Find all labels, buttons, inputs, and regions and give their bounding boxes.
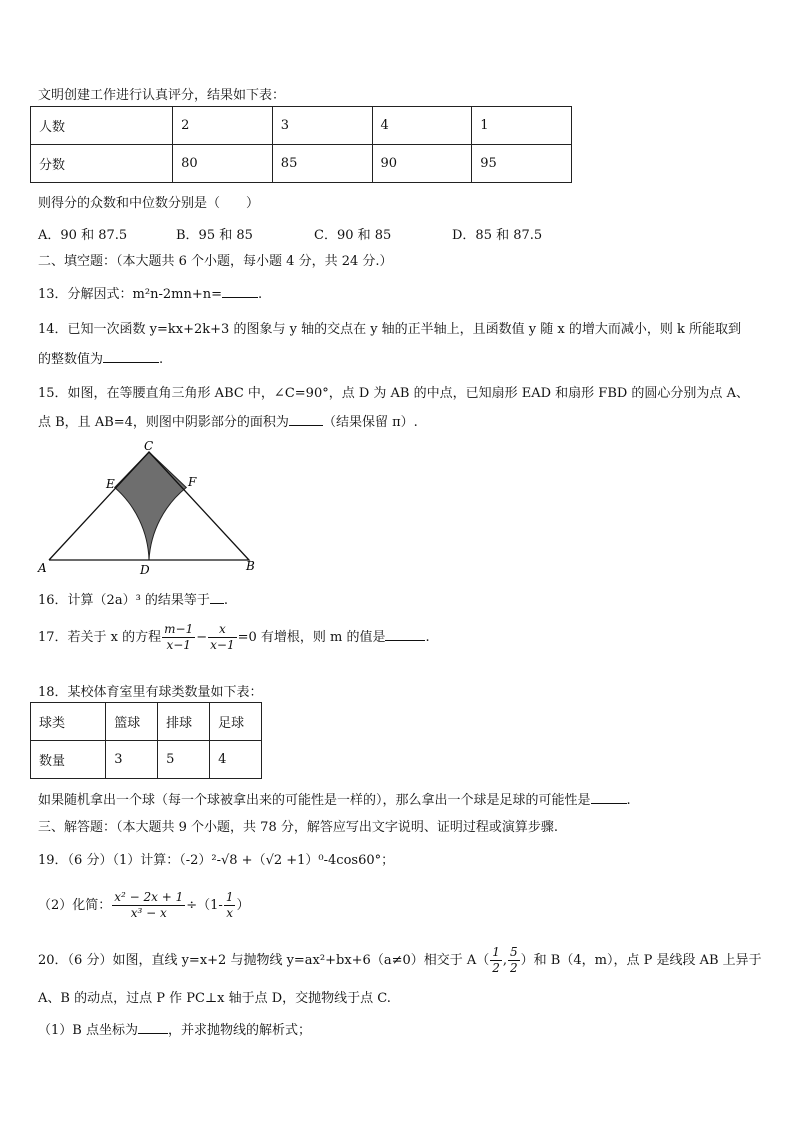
- table-cell: 排球: [158, 703, 210, 741]
- q16-text: 16．计算（2a）³ 的结果等于: [38, 593, 210, 608]
- q19-close: ）: [236, 898, 250, 913]
- table-cell: 1: [472, 107, 572, 145]
- answer-blank: [385, 628, 425, 641]
- q12-intro: 文明创建工作进行认真评分，结果如下表：: [38, 88, 286, 103]
- q12-question: 则得分的众数和中位数分别是（ ）: [38, 196, 260, 211]
- fraction-numerator: 1: [225, 890, 234, 904]
- table-cell: 3: [106, 741, 158, 779]
- q17-post: =0 有增根，则 m 的值是: [237, 630, 386, 645]
- label-d: D: [140, 563, 150, 577]
- table-cell: 4: [210, 741, 262, 779]
- q18-ball-table: [30, 702, 262, 779]
- q19-part2-pre: （2）化简：: [38, 898, 112, 913]
- fraction-denominator: x−1: [210, 638, 235, 652]
- q14-line2-text: 的整数值为: [38, 352, 104, 367]
- fraction-denominator: x−1: [166, 638, 191, 652]
- q19-div: ÷（1-: [186, 898, 223, 913]
- answer-blank: [103, 350, 159, 363]
- q20-sub1: [38, 1019, 311, 1038]
- table-cell: 球类: [31, 703, 106, 741]
- answer-blank: [138, 1021, 168, 1034]
- q15-triangle-figure: [30, 438, 270, 578]
- q12-option-c: C．90 和 85: [314, 228, 392, 243]
- fraction-numerator: x² − 2x + 1: [114, 890, 184, 904]
- table-cell: 95: [472, 145, 572, 183]
- q20-comma: ,: [502, 953, 508, 968]
- q13-tail: .: [257, 287, 263, 302]
- q15-line1: 15．如图，在等腰直角三角形 ABC 中，∠C=90°，点 D 为 AB 的中点，已知扇形 EAD 和扇形 FBD 的圆心分别为点 A、: [38, 386, 749, 401]
- fraction-numerator: m−1: [164, 622, 194, 636]
- q17-fraction-2: [208, 622, 236, 653]
- table-cell: 人数: [31, 107, 173, 145]
- q17-fraction-1: [162, 622, 195, 653]
- q20-pre: 20．（6 分）如图，直线 y=x+2 与抛物线 y=ax²+bx+6（a≠0）相交于 A（: [38, 953, 490, 968]
- table-cell: 85: [272, 145, 372, 183]
- q20-line2: A、B 的动点，过点 P 作 PC⊥x 轴于点 D，交抛物线于点 C.: [38, 991, 391, 1006]
- table-cell: 2: [173, 107, 273, 145]
- fraction-denominator: x³ − x: [130, 906, 167, 920]
- q17-tail: .: [425, 630, 430, 645]
- q15-tail: （结果保留 π）.: [322, 415, 418, 430]
- q12-option-d: D．85 和 87.5: [452, 228, 543, 243]
- table-cell: 80: [173, 145, 273, 183]
- q14-line2: [38, 348, 163, 367]
- answer-blank: [210, 591, 224, 604]
- table-cell: 数量: [31, 741, 106, 779]
- label-a: A: [38, 561, 47, 575]
- q17: [38, 622, 430, 653]
- q13: [38, 283, 262, 302]
- fraction-numerator: 1: [492, 945, 500, 959]
- q12-score-table: [30, 106, 572, 183]
- answer-blank: [289, 413, 323, 426]
- q20-sub1-post: ，并求抛物线的解析式；: [167, 1023, 311, 1038]
- q16-tail: .: [223, 593, 229, 608]
- table-cell: 90: [372, 145, 472, 183]
- table-cell: 3: [272, 107, 372, 145]
- table-cell: 5: [158, 741, 210, 779]
- label-b: B: [246, 559, 255, 573]
- q19-fraction-2: [224, 890, 236, 921]
- q19-part1: 19．（6 分）（1）计算：（-2）²-√8 +（√2 +1）⁰-4cos60°；: [38, 853, 395, 868]
- fraction-denominator: x: [226, 906, 234, 920]
- q18-question: [38, 789, 631, 808]
- fraction-denominator: 2: [492, 961, 500, 975]
- q20-fraction-b: [508, 945, 520, 976]
- q12-option-b: B．95 和 85: [176, 228, 253, 243]
- table-cell: 足球: [210, 703, 262, 741]
- label-c: C: [144, 439, 154, 453]
- q20-fraction-a: [490, 945, 502, 976]
- q18-tail: .: [626, 793, 631, 808]
- section-2-heading: 二、填空题：（本大题共 6 个小题，每小题 4 分，共 24 分.）: [38, 254, 393, 269]
- q15-line2: [38, 411, 418, 430]
- fraction-numerator: x: [208, 622, 236, 638]
- q19-fraction: [112, 890, 185, 921]
- q18-intro: 18．某校体育室里有球类数量如下表：: [38, 685, 263, 700]
- table-cell: 篮球: [106, 703, 158, 741]
- q14-tail: .: [159, 352, 164, 367]
- section-3-heading: 三、解答题：（本大题共 9 个小题，共 78 分，解答应写出文字说明、证明过程或演算步骤.: [38, 820, 558, 835]
- table-cell: 4: [372, 107, 472, 145]
- q17-minus: −: [196, 630, 208, 645]
- label-f: F: [188, 475, 197, 489]
- q16: [38, 589, 228, 608]
- q20-post: ）和 B（4，m），点 P 是线段 AB 上异于: [520, 953, 762, 968]
- label-e: E: [106, 477, 115, 491]
- fraction-denominator: 2: [510, 961, 518, 975]
- table-cell: 分数: [31, 145, 173, 183]
- shaded-region: [115, 452, 187, 560]
- q15-line2-text: 点 B，且 AB=4，则图中阴影部分的面积为: [38, 415, 289, 430]
- answer-blank: [591, 791, 627, 804]
- q19-part2: [38, 890, 249, 921]
- answer-blank: [222, 285, 258, 298]
- q17-pre: 17．若关于 x 的方程: [38, 630, 162, 645]
- fraction-numerator: 5: [510, 945, 518, 959]
- q14-line1: 14．已知一次函数 y=kx+2k+3 的图象与 y 轴的交点在 y 轴的正半轴上，且函数值 y 随 x 的增大而减小，则 k 所能取到: [38, 322, 742, 337]
- q13-text: 13．分解因式：m²n-2mn+n=: [38, 287, 222, 302]
- q18-question-text: 如果随机拿出一个球（每一个球被拿出来的可能性是一样的），那么拿出一个球是足球的可能性是: [38, 793, 591, 808]
- q20-line1: [38, 945, 762, 976]
- q20-sub1-pre: （1）B 点坐标为: [38, 1023, 138, 1038]
- q12-option-a: A．90 和 87.5: [38, 228, 128, 243]
